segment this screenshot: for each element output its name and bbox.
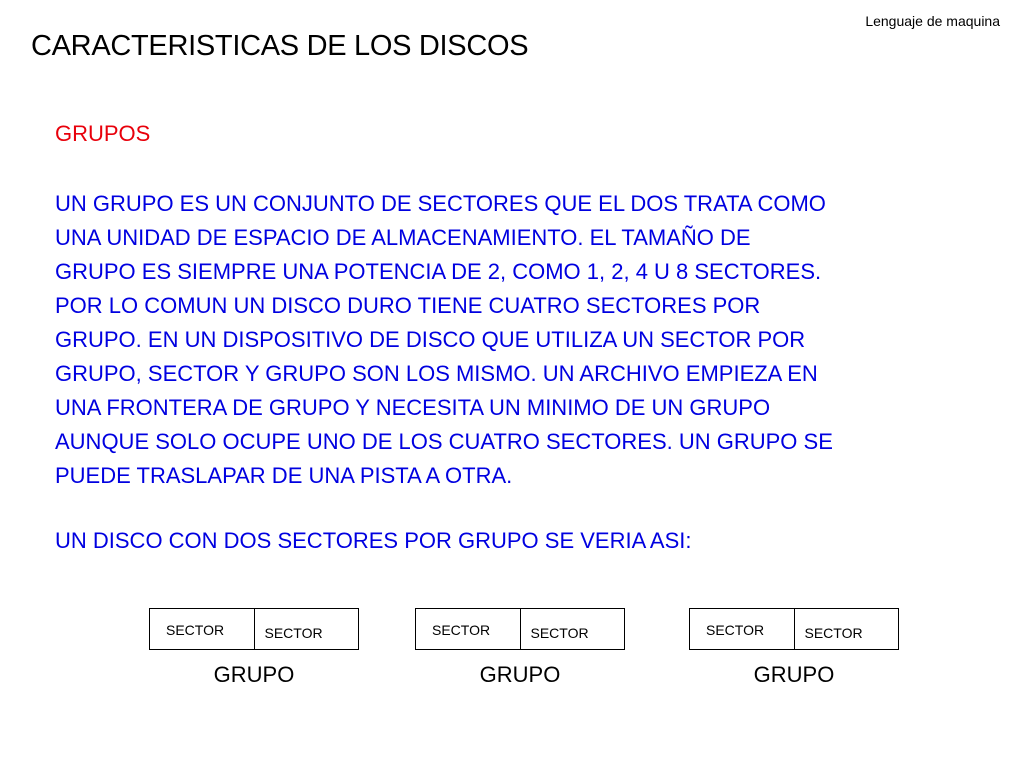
header-label: Lenguaje de maquina [865,13,1000,29]
sector-label: SECTOR [804,625,863,641]
slide-title: CARACTERISTICAS DE LOS DISCOS [31,30,529,62]
group-box [149,608,359,650]
sector-cell [794,609,899,649]
sector-label: SECTOR [166,622,225,638]
section-heading: GRUPOS [55,121,151,146]
sector-cell [690,609,794,649]
sector-cell [254,609,359,649]
sector-cell [150,609,254,649]
group-label: GRUPO [479,662,561,687]
sector-label: SECTOR [432,622,491,638]
group-diagram [415,608,625,688]
group-box [415,608,625,650]
group-box [689,608,899,650]
sector-label: SECTOR [706,622,765,638]
body-paragraph: UN GRUPO ES UN CONJUNTO DE SECTORES QUE EL DOS TRATA COMO UNA UNIDAD DE ESPACIO DE ALMACENAMIENTO. EL TAMAÑO DE GRUPO ES SIEMPRE UNA POTENCIA DE 2, COMO 1, 2, 4 U 8 SECTORES. POR LO COMUN UN DISCO DURO TIENE CUATRO SECTORES POR GRUPO. EN UN DISPOSITIVO DE DISCO QUE UTILIZA UN SECTOR POR GRUPO, SECTOR Y GRUPO SON LOS MISMO. UN ARCHIVO EMPIEZA EN UNA FRONTERA DE GRUPO Y NECESITA UN MINIMO DE UN GRUPO AUNQUE SOLO OCUPE UNO DE LOS CUATRO SECTORES. UN GRUPO SE PUEDE TRASLAPAR DE UNA PISTA A OTRA. [55,191,833,488]
sector-label: SECTOR [530,625,589,641]
sector-label: SECTOR [264,625,323,641]
sector-cell [416,609,520,649]
group-diagram [689,608,899,688]
group-diagram [149,608,359,688]
sector-cell [520,609,625,649]
diagram-intro: UN DISCO CON DOS SECTORES POR GRUPO SE VERIA ASI: [55,528,692,553]
group-label: GRUPO [213,662,295,687]
group-label: GRUPO [753,662,835,687]
